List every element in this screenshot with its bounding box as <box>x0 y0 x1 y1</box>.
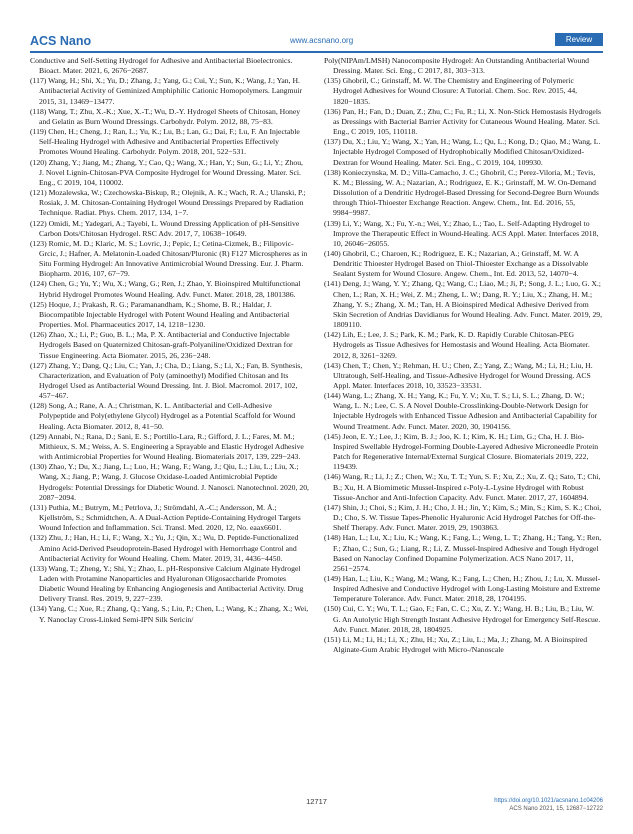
reference-entry: (137) Du, X.; Liu, Y.; Wang, X.; Yan, H.; Wang, L.; Qu, L.; Kong, D.; Qiao, M.; Wang, L. Injectable Hydrogel Composed of Hydrophobically Modified Chitosan/Oxidized-Dextran for Wound Healing. Mater. Sci. Eng., C 2019, 104, 109930. <box>324 137 601 167</box>
reference-entry: (135) Ghobril, C.; Grinstaff, M. W. The Chemistry and Engineering of Polymeric Hydrogel Adhesives for Wound Closure: A Tutorial. Chem. Soc. Rev. 2015, 44, 1820−1835. <box>324 76 578 106</box>
reference-entry: (125) Hoque, J.; Prakash, R. G.; Paramanandham, K.; Shome, B. R.; Haldar, J. Biocompatible Injectable Hydrogel with Potent Wound Healing and Antibacterial Properties. Mol. Pharmaceutics 2017, 14, 1218−1230. <box>30 299 290 330</box>
page-header <box>0 0 633 52</box>
reference-entry: (151) Li, M.; Li, H.; Li, X.; Zhu, H.; Xu, Z.; Liu, L.; Ma, J.; Zhang, M. A Bioinspired Alginate-Gum Arabic Hydrogel with Micro-/Nanoscale <box>324 634 588 655</box>
reference-entry: Poly(NIPAm/LMSH) Nanocomposite Hydrogel: An Outstanding Antibacterial Wound Dressing. Mater. Sci. Eng., C 2017, 81, 303−313. <box>324 56 590 76</box>
reference-entry: (144) Wang, L.; Zhang, X. H.; Yang, K.; Fu, Y. V.; Xu, T. S.; Li, S. L.; Zhang, D. W.; Wang, L. N.; Lee, C. S. A Novel Double-Crosslinking-Double-Network Design for Injectable Hydrogels with Enhanced Tissue Adhesion and Antibacterial Capability for Wound Treatment. Adv. Funct. Mater. 2020, 30, 1904156. <box>324 391 598 431</box>
reference-entry: (121) Mozalewska, W.; Czechowska-Biskup, R.; Olejnik, A. K.; Wach, R. A.; Ulanski, P.; Rosiak, J. M. Chitosan-Containing Hydrogel Wound Dressings Prepared by Radiation Technique. Radiat. Phys. Chem. 2017, 134, 1−7. <box>30 188 306 218</box>
reference-entry: (142) Lih, E.; Lee, J. S.; Park, K. M.; Park, K. D. Rapidly Curable Chitosan-PEG Hydrogels as Tissue Adhesives for Hemostasis and Wound Healing. Acta Biomater. 2012, 8, 3261−3269. <box>324 330 590 360</box>
reference-entry: (124) Chen, G.; Yu, Y.; Wu, X.; Wang, G.; Ren, J.; Zhao, Y. Bioinspired Multifunctional Hybrid Hydrogel Promotes Wound Healing. Adv. Funct. Mater. 2018, 28, 1801386. <box>30 279 301 299</box>
reference-entry: (140) Ghobril, C.; Charoen, K.; Rodriguez, E. K.; Nazarian, A.; Grinstaff, M. W. A Dendritic Thioester Hydrogel Based on Thiol-Thioester Exchange as a Dissolvable Sealant System for Wound Closure. Angew. Chem., Int. Ed. 2013, 52, 14070−4. <box>324 248 589 279</box>
footer-citation <box>494 797 603 813</box>
reference-entry: (127) Zhang, Y.; Dang, Q.; Liu, C.; Yan, J.; Cha, D.; Liang, S.; Li, X.; Fan, B. Synthesis, Characterization, and Evaluation of Poly (aminoethyl) Modified Chitosan and Its Hydrogel Used as Antibacterial Wound Dressing. Int. J. Biol. Macromol. 2017, 102, 457−467. <box>30 360 303 401</box>
article-type-badge: Review <box>555 33 603 46</box>
reference-entry: (141) Deng, J.; Wang, Y. Y.; Zhang, Q.; Wang, C.; Liao, M.; Ji, P.; Song, J. L.; Luo, G. X.; Chen, L.; Ran, X. H.; Wei, Z. M.; Zheng, L. W.; Dang, R. Y.; Liu, X.; Zhang, H. M.; Zhang, Y. S.; Zhang, X. M.; Tan, H. A Bioinspired Medical Adhesive Derived from Skin Secretion of Andrias Davidianus for Wound Healing. Adv. Funct. Mater. 2019, 29, 1809110. <box>324 279 603 330</box>
reference-entry: (143) Chen, T.; Chen, Y.; Rehman, H. U.; Chen, Z.; Yang, Z.; Wang, M.; Li, H.; Liu, H. Ultratough, Self-Healing, and Tissue-Adhesive Hydrogel for Wound Dressing. ACS Appl. Mater. Interfaces 2018, 10, 33523−33531. <box>324 360 593 390</box>
citation-text: ACS Nano 2021, 15, 12687−12722 <box>509 806 603 812</box>
reference-entry: (119) Chen, H.; Cheng, J.; Ran, L.; Yu, K.; Lu, B.; Lan, G.; Dai, F.; Lu, F. An Injectable Self-Healing Hydrogel with Adhesive and Antibacterial Properties Effectively Promotes Wound Healing. Carbohydr. Polym. 2018, 201, 522−531. <box>30 127 300 157</box>
journal-url-link[interactable]: www.acsnano.org <box>290 36 354 45</box>
reference-entry: (130) Zhao, Y.; Du, X.; Jiang, L.; Luo, H.; Wang, F.; Wang, J.; Qiu, L.; Liu, L.; Liu, X.; Wang, X.; Jiang, P.; Wang, J. Glucose Oxidase-Loaded Antimicrobial Peptide Hydrogels: Potential Dressings for Diabetic Wound. J. Nanosci. Nanotechnol. 2020, 20, 2087−2094. <box>30 462 309 502</box>
reference-entry: (149) Han, L.; Liu, K.; Wang, M.; Wang, K.; Fang, L.; Chen, H.; Zhou, J.; Lu, X. Mussel-Inspired Adhesive and Conductive Hydrogel with Long-Lasting Moisture and Extreme Temperature Tolerance. Adv. Funct. Mater. 2018, 28, 1704195. <box>324 573 601 604</box>
reference-entry: (146) Wang, R.; Li, J.; Z.; Chen, W.; Xu, T. T.; Yun, S. F.; Xu, Z.; Xu, Z. Q.; Sato, T.; Chi, B.; Xu, H. A Biomimetic Mussel-Inspired ε-Poly-L-Lysine Hydrogel with Robust Tissue-Anchor and Anti-Infection Capacity. Adv. Funct. Mater. 2017, 27, 1604894. <box>324 472 601 502</box>
reference-entry: (118) Wang, T.; Zhu, X.-K.; Xue, X.-T.; Wu, D.-Y. Hydrogel Sheets of Chitosan, Honey and Gelatin as Burn Wound Dressings. Carbohydr. Polym. 2012, 88, 75−83. <box>30 106 301 126</box>
reference-entry: (133) Wang, T.; Zheng, Y.; Shi, Y.; Zhao, L. pH-Responsive Calcium Alginate Hydrogel Laden with Protamine Nanoparticles and Hyaluronan Oligosaccharide Promotes Diabetic Wound Healing by Enhancing Angiogenesis and Antibacterial Activity. Drug Delivery Transl. Res. 2019, 9, 227−239. <box>30 563 304 604</box>
references-left-column <box>30 56 309 625</box>
header-rule <box>30 51 603 53</box>
reference-entry: (117) Wang, H.; Shi, X.; Yu, D.; Zhang, J.; Yang, G.; Cui, Y.; Sun, K.; Wang, J.; Yan, H. Antibacterial Activity of Geminized Amphiphilic Cationic Homopolymers. Langmuir 2015, 31, 13469−13477. <box>30 76 303 106</box>
reference-entry: (147) Shin, J.; Choi, S.; Kim, J. H.; Cho, J. H.; Jin, Y.; Kim, S.; Min, S.; Kim, S. K.; Choi, D.; Cho, S. W. Tissue Tapes-Phenolic Hyaluronic Acid Hydrogel Patches for Off-the-Shelf Therapy. Adv. Funct. Mater. 2019, 29, 1903863. <box>324 502 602 533</box>
reference-entry: (132) Zhu, J.; Han, H.; Li, F.; Wang, X.; Yu, J.; Qin, X.; Wu, D. Peptide-Functionalized Amino Acid-Derived Pseudoprotein-Based Hydrogel with Hemorrhage Control and Antibacterial Activity for Wound Healing. Chem. Mater. 2019, 31, 4436−4450. <box>30 533 299 563</box>
reference-entry: (139) Li, Y.; Wang, X.; Fu, Y.-n.; Wei, Y.; Zhao, L.; Tao, L. Self-Adapting Hydrogel to Improve the Therapeutic Effect in Wound-Healing. ACS Appl. Mater. Interfaces 2018, 10, 26046−26055. <box>324 218 599 248</box>
reference-entry: Conductive and Self-Setting Hydrogel for Adhesive and Antibacterial Bioelectronics. Bioact. Mater. 2021, 6, 2676−2687. <box>30 56 293 76</box>
reference-entry: (129) Annabi, N.; Rana, D.; Sani, E. S.; Portillo-Lara, R.; Gifford, J. L.; Fares, M. M.; Mithieux, S. M.; Weiss, A. S. Engineering a Sprayable and Elastic Hydrogel Adhesive with Antimicrobial Properties for Wound Healing. Biomaterials 2017, 139, 229−243. <box>30 431 304 462</box>
reference-entry: (134) Yang, C.; Xue, R.; Zhang, Q.; Yang, S.; Liu, P.; Chen, L.; Wang, K.; Zhang, X.; Wei, Y. Nanoclay Cross-Linked Semi-IPN Silk Sericin/ <box>30 604 309 624</box>
reference-entry: (150) Cui, C. Y.; Wu, T. L.; Gao, F.; Fan, C. C.; Xu, Z. Y.; Wang, H. B.; Liu, B.; Liu, W. G. An Autolytic High Strength Instant Adhesive Hydrogel for Emergency Self-Rescue. Adv. Funct. Mater. 2018, 28, 1804925. <box>324 604 601 634</box>
reference-entry: (136) Pan, H.; Fan, D.; Duan, Z.; Zhu, C.; Fu, R.; Li, X. Non-Stick Hemostasis Hydrogels as Dressings with Bacterial Barrier Activity for Cutaneous Wound Healing. Mater. Sci. Eng., C 2019, 105, 110118. <box>324 106 601 137</box>
reference-entry: (131) Puthia, M.; Butrym, M.; Petrlova, J.; Strömdahl, A.-C.; Andersson, M. Å.; Kjellström, S.; Schmidtchen, A. A Dual-Action Peptide-Containing Hydrogel Targets Wound Infection and Inflammation. Sci. Transl. Med. 2020, 12, No. eaax6601. <box>30 502 301 533</box>
doi-link[interactable]: https://doi.org/10.1021/acsnano.1c04206 <box>494 798 603 804</box>
reference-entry: (122) Omidi, M.; Yadegari, A.; Tayebi, L. Wound Dressing Application of pH-Sensitive Carbon Dots/Chitosan Hydrogel. RSC Adv. 2017, 7, 10638−10649. <box>30 218 300 238</box>
references-right-column <box>324 56 603 655</box>
journal-name: ACS Nano <box>30 34 92 48</box>
reference-entry: (126) Zhao, X.; Li, P.; Guo, B. L.; Ma, P. X. Antibacterial and Conductive Injectable Hydrogels Based on Quaternized Chitosan-graft-Polyaniline/Oxidized Dextran for Tissue Engineering. Acta Biomater. 2015, 26, 236−248. <box>30 330 293 360</box>
reference-entry: (123) Romic, M. D.; Klaric, M. S.; Lovric, J.; Pepic, I.; Cetina-Cizmek, B.; Filipovic-Grcic, J.; Hafner, A. Melatonin-Loaded Chitosan/Pluronic (R) F127 Microspheres as in Situ Forming Hydrogel: An Innovative Antimicrobial Wound Dressing. Eur. J. Pharm. Biopharm. 2016, 107, 67−79. <box>30 238 308 279</box>
reference-entry: (138) Konieczynska, M. D.; Villa-Camacho, J. C.; Ghobril, C.; Perez-Viloria, M.; Tevis, K. M.; Blessing, W. A.; Nazarian, A.; Rodriguez, E. K.; Grinstaff, M. W. On-Demand Dissolution of a Dendritic Hydrogel-Based Dressing for Second-Degree Burn Wounds through Thiol-Thioester Exchange Reaction. Angew. Chem., Int. Ed. 2016, 55, 9984−9987. <box>324 167 599 218</box>
page-number: 12717 <box>306 797 327 806</box>
reference-entry: (145) Jeon, E. Y.; Lee, J.; Kim, B. J.; Joo, K. I.; Kim, K. H.; Lim, G.; Cha, H. J. Bio-Inspired Swellable Hydrogel-Forming Double-Layered Adhesive Microneedle Protein Patch for Regenerative Internal/External Surgical Closure. Biomaterials 2019, 222, 119439. <box>324 431 599 472</box>
reference-entry: (120) Zhang, Y.; Jiang, M.; Zhang, Y.; Cao, Q.; Wang, X.; Han, Y.; Sun, G.; Li, Y.; Zhou, J. Novel Lignin-Chitosan-PVA Composite Hydrogel for Wound Dressing. Mater. Sci. Eng., C 2019, 104, 110002. <box>30 157 303 187</box>
reference-entry: (148) Han, L.; Lu, X.; Liu, K.; Wang, K.; Fang, L.; Weng, L. T.; Zhang, H.; Tang, Y.; Ren, F.; Zhao, C.; Sun, G.; Liang, R.; Li, Z. Mussel-Inspired Adhesive and Tough Hydrogel Based on Nanoclay Confined Dopamine Polymerization. ACS Nano 2017, 11, 2561−2574. <box>324 533 602 573</box>
reference-entry: (128) Song, A.; Rane, A. A.; Christman, K. L. Antibacterial and Cell-Adhesive Polypeptide and Poly(ethylene Glycol) Hydrogel as a Potential Scaffold for Wound Healing. Acta Biomater. 2012, 8, 41−50. <box>30 401 296 431</box>
